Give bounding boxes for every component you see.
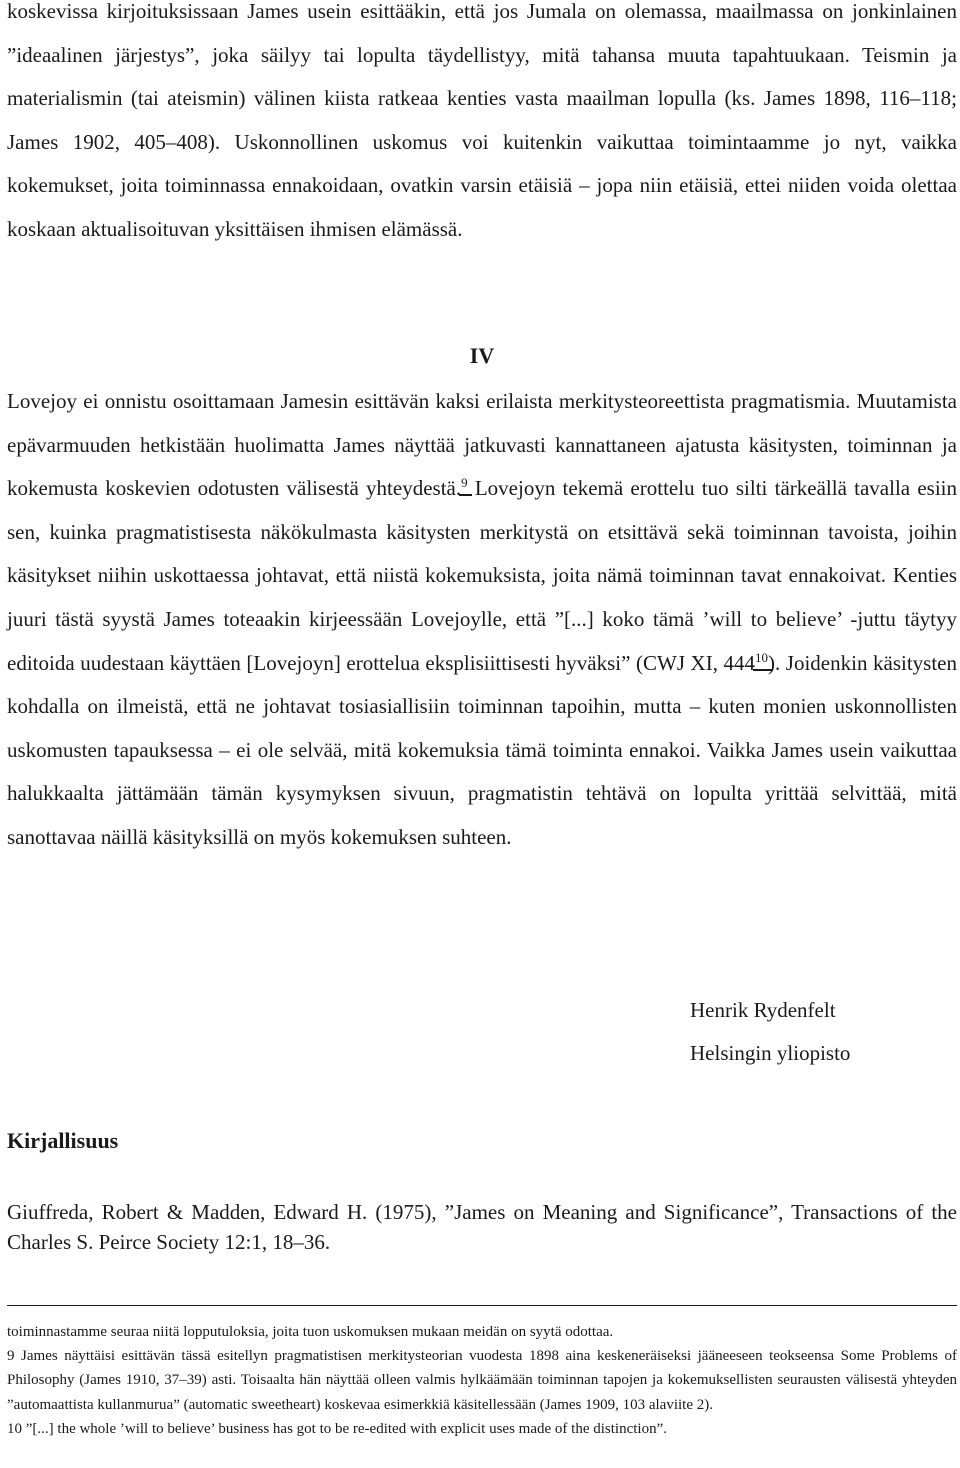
footnote-reference-9[interactable]: 9 <box>461 475 468 491</box>
section-heading: IV <box>469 343 495 368</box>
author-name: Henrik Rydenfelt <box>690 998 836 1022</box>
paragraph-text: Lovejoyn tekemä erottelu tuo silti tärkeällä tavalla esiin sen, kuinka pragmatistisesta näkökulmasta käsitysten merkitystä on etsittävä sekä toiminnan tavoista, joihin käsitykset niihin uskottaessa johtavat, että niistä kokemuksista, joita nämä toiminnan tavat ennakoivat. Kenties juuri tästä syystä James toteaakin kirjeessään Lovejoylle, että ”[...] koko tämä ’will to believe’ -juttu täytyy editoida uudestaan käyttäen [Lovejoyn] erottelua eksplisiittisesti hyväksi” (CWJ XI, 444 <box>7 476 957 675</box>
footnote-9: 9 James näyttäisi esittävän tässä esitellyn pragmatistisen merkitysteorian vuodesta 1898 aina keskeneräiseksi jääneeseen teokseensa Some Problems of Philosophy (James 1910, 37–39) asti. Toisaalta hän näyttää olleen valmis hylkäämään toiminnan tapojen ja kokemuksellisten seurausten välisestä yhteyden ”automaattista kullanmurua” (automatic sweetheart) koskevaa esimerkkiä käsitellessään (James 1909, 103 alaviite 2). <box>7 1348 957 1413</box>
footnote-10: 10 ”[...] the whole ’will to believe’ business has got to be re-edited with explicit uses made of the distinction”. <box>7 1420 667 1437</box>
references-heading: Kirjallisuus <box>7 1128 119 1153</box>
paragraph-text: Lovejoy ei onnistu osoittamaan Jamesin esittävän kaksi erilaista merkitysteoreettista pragmatismia. Muutamista epävarmuuden hetkistään huolimatta James näyttää jatkuvasti kannattaneen ajatusta käsitysten, toiminnan ja kokemusta koskevien odotusten välisestä yhteydestä. <box>7 389 957 501</box>
author-affiliation: Helsingin yliopisto <box>690 1041 851 1065</box>
footnote-divider <box>7 1305 957 1306</box>
paragraph-text: ). Joidenkin käsitysten kohdalla on ilmeistä, että ne johtavat tosiasiallisiin toiminnan tapoihin, mutta – kuten monien uskonnollisten uskomusten tapauksessa – ei ole selvää, mitä kokemuksia tämä toiminta ennakoi. Vaikka James usein vaikuttaa halukkaalta jättämään tämän kysymyksen sivuun, pragmatistin tehtävä on lopulta yrittää selvittää, mitä sanottavaa näillä käsityksillä on myös kokemuksen suhteen. <box>7 650 957 849</box>
body-paragraph <box>7 380 957 860</box>
footnote-continuation: toiminnastamme seuraa niitä lopputuloksia, joita tuon uskomuksen mukaan meidän on syytä odottaa. <box>7 1324 614 1340</box>
footnote-reference-10[interactable]: 10 <box>755 649 768 665</box>
body-paragraph: koskevissa kirjoituksissaan James usein esittääkin, että jos Jumala on olemassa, maailmassa on jonkinlainen ”ideaalinen järjestys”, joka säilyy tai lopulta täydellistyy, mitä tahansa muuta tapahtuukaan. Teismin ja materialismin (tai ateismin) välinen kiista ratkeaa kenties vasta maailman lopulla (ks. James 1898, 116–118; James 1902, 405–408). Uskonnollinen uskomus voi kuitenkin vaikuttaa toimintaamme jo nyt, vaikka kokemukset, joita toiminnassa ennakoidaan, ovatkin varsin etäisiä – jopa niin etäisiä, ettei niiden voida olettaa koskaan aktualisoituvan yksittäisen ihmisen elämässä. <box>7 0 957 241</box>
footnotes <box>7 1320 957 1441</box>
reference-entry: Giuffreda, Robert & Madden, Edward H. (1975), ”James on Meaning and Significance”, Transactions of the Charles S. Peirce Society 12:1, 18–36. <box>7 1200 957 1254</box>
